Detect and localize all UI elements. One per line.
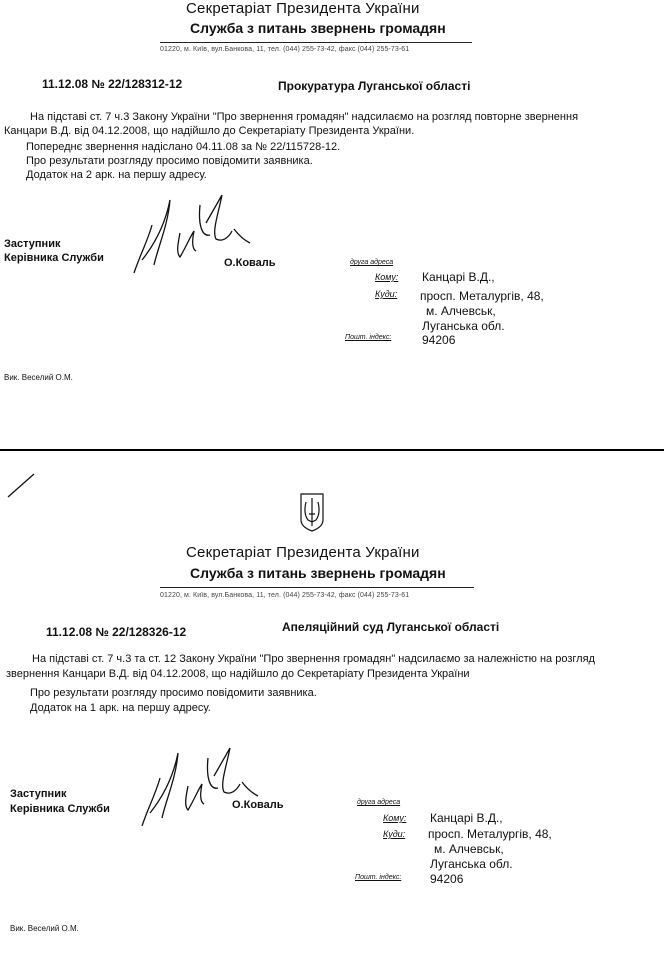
page-separator [0, 449, 664, 451]
body-line: На підставі ст. 7 ч.3 та ст. 12 Закону України "Про звернення громадян" надсилаємо за належністю на розгляд [32, 653, 595, 665]
to-label: Кому: [375, 272, 399, 282]
body-line: Додаток на 1 арк. на першу адресу. [30, 702, 211, 714]
service-name: Служба з питань звернень громадян [190, 565, 446, 581]
where-line: просп. Металургів, 48, [420, 289, 544, 303]
executor: Вик. Веселий О.М. [10, 924, 79, 933]
address-line: 01220, м. Київ, вул.Банкова, 11, тел. (044) 255-73-42, факс (044) 255-73-61 [160, 592, 410, 599]
signer-name: О.Коваль [232, 799, 284, 811]
postcode-label: Пошт. індекс: [355, 874, 402, 881]
second-address-label: друга адреса [357, 799, 401, 806]
to-value: Канцарі В.Д., [422, 270, 495, 284]
body-line: Попереднє звернення надіслано 04.11.08 за № 22/115728-12. [26, 141, 341, 153]
signature-icon [126, 738, 256, 828]
executor: Вик. Веселий О.М. [4, 373, 73, 382]
address-line: 01220, м. Київ, вул.Банкова, 11, тел. (044) 255-73-42, факс (044) 255-73-61 [160, 46, 410, 53]
body-line: Додаток на 2 арк. на першу адресу. [26, 169, 207, 181]
body-line: Про результати розгляду просимо повідомити заявника. [30, 687, 317, 699]
second-address-label: друга адреса [350, 259, 394, 266]
letter-number: 11.12.08 № 22/128326-12 [46, 625, 187, 639]
header-rule [160, 42, 472, 43]
signer-name: О.Коваль [224, 257, 276, 269]
postcode-label: Пошт. індекс: [345, 334, 392, 341]
where-label: Куди: [383, 829, 406, 839]
where-line: Луганська обл. [430, 857, 513, 871]
signer-title: Заступник [10, 788, 67, 800]
recipient: Апеляційний суд Луганської області [282, 620, 500, 634]
body-line: звернення Канцари В.Д. від 04.12.2008, що надійшло до Секретаріату Президента України [6, 668, 470, 680]
to-value: Канцарі В.Д., [430, 811, 503, 825]
where-line: м. Алчевськ, [426, 304, 496, 318]
signer-title: Керівника Служби [10, 803, 110, 815]
org-name: Секретаріат Президента України [186, 0, 420, 17]
recipient: Прокуратура Луганської області [278, 79, 471, 93]
signer-title: Заступник [4, 238, 61, 250]
trident-emblem-icon [298, 492, 326, 532]
service-name: Служба з питань звернень громадян [190, 20, 446, 36]
org-name: Секретаріат Президента України [186, 544, 420, 561]
signer-title: Керівника Служби [4, 252, 104, 264]
where-line: просп. Металургів, 48, [428, 827, 552, 841]
body-line: Про результати розгляду просимо повідомити заявника. [26, 155, 313, 167]
postcode-value: 94206 [422, 333, 456, 347]
where-label: Куди: [375, 289, 398, 299]
to-label: Кому: [383, 813, 407, 823]
where-line: м. Алчевськ, [434, 842, 504, 856]
body-line: Канцари В.Д. від 04.12.2008, що надійшло до Секретаріату Президента України. [4, 125, 415, 137]
letter-number: 11.12.08 № 22/128312-12 [42, 77, 183, 91]
body-line: На підставі ст. 7 ч.3 Закону України "Про звернення громадян" надсилаємо на розгляд повторне звернення [30, 111, 579, 123]
header-rule [160, 587, 474, 588]
postcode-value: 94206 [430, 872, 464, 886]
pen-stroke-icon [0, 470, 40, 500]
where-line: Луганська обл. [422, 319, 505, 333]
